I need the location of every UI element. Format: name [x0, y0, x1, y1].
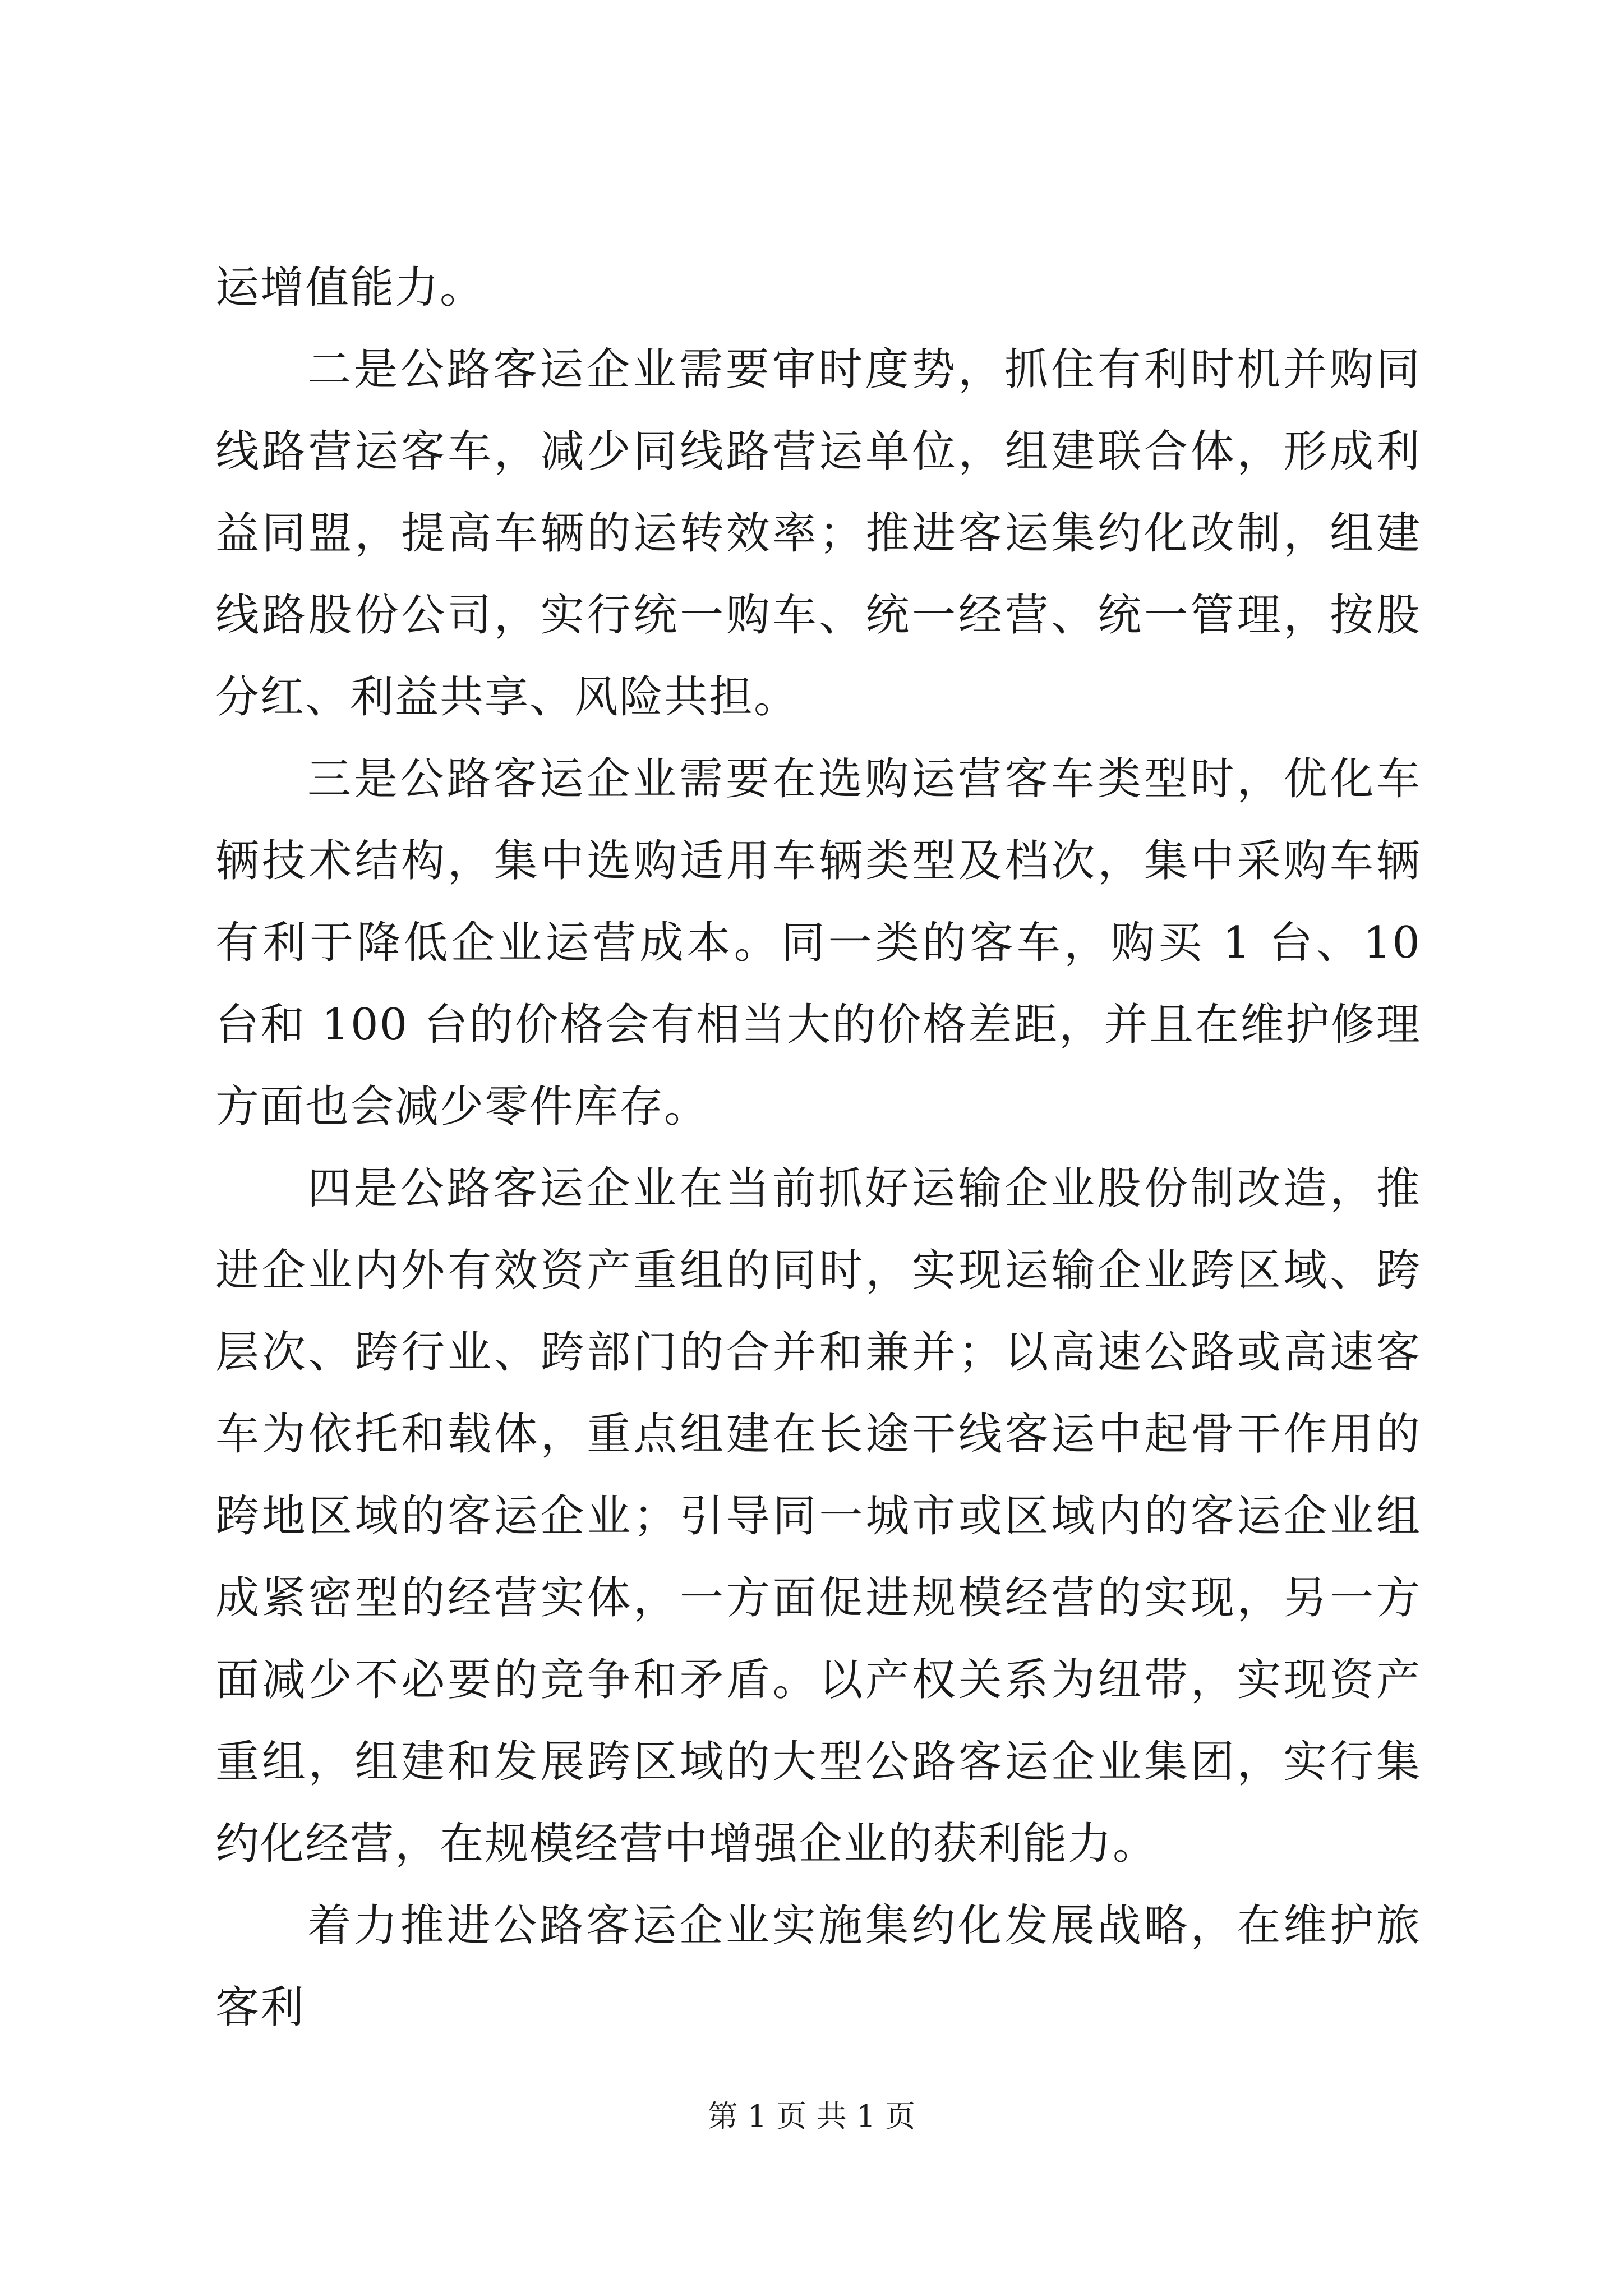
paragraph-point-four: 四是公路客运企业在当前抓好运输企业股份制改造，推进企业内外有效资产重组的同时，实现运输企业跨区域、跨层次、跨行业、跨部门的合并和兼并；以高速公路或高速客车为依托和载体，重点组建在长途干线客运中起骨干作用的跨地区域的客运企业；引导同一城市或区域内的客运企业组成紧密型的经营实体，一方面促进规模经营的实现，另一方面减少不必要的竞争和矛盾。以产权关系为纽带，实现资产重组，组建和发展跨区域的大型公路客运企业集团，实行集约化经营，在规模经营中增强企业的获利能力。 — [215, 1163, 1421, 1869]
page-number-footer: 第 1 页 共 1 页 — [707, 2099, 916, 2134]
paragraph-closing: 着力推进公路客运企业实施集约化发展战略，在维护旅客利 — [215, 1901, 1421, 2033]
document-body — [215, 247, 1421, 2049]
paragraph-point-two: 二是公路客运企业需要审时度势，抓住有利时机并购同线路营运客车，减少同线路营运单位，组建联合体，形成利益同盟，提高车辆的运转效率；推进客运集约化改制，组建线路股份公司，实行统一购车、统一经营、统一管理，按股分红、利益共享、风险共担。 — [215, 344, 1421, 723]
paragraph-continuation: 运增值能力。 — [215, 263, 485, 313]
paragraph-point-three: 三是公路客运企业需要在选购运营客车类型时，优化车辆技术结构，集中选购适用车辆类型及档次，集中采购车辆有利于降低企业运营成本。同一类的客车，购买 1 台、10 台和 100 台的价格会有相当大的价格差距，并且在维护修理方面也会减少零件库存。 — [215, 754, 1421, 1132]
